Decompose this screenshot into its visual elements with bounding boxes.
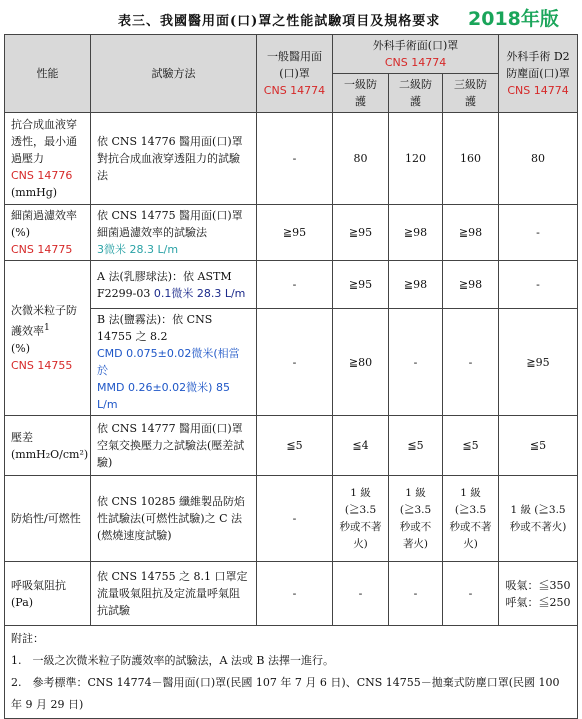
method-cell: 依 CNS 14775 醫用面(口)罩細菌過濾效率的試驗法 3微米 28.3 L/m: [91, 205, 257, 261]
property-cell: 細菌過濾效率 (%) CNS 14775: [5, 205, 91, 261]
table-row-resistance: [5, 562, 578, 626]
value-d2: ≦5: [499, 416, 578, 476]
value-level1: ≧95: [333, 261, 389, 309]
pfe-b-flow-annotation: 85 L/m: [97, 381, 230, 411]
method-cell: 依 CNS 14755 之 8.1 口罩定流量吸氣阻抗及定流量呼氣阻抗試驗: [91, 562, 257, 626]
header-level3: 三級防護: [443, 74, 499, 113]
value-d2: -: [499, 261, 578, 309]
value-level3: -: [443, 562, 499, 626]
value-level2: ≧98: [389, 261, 443, 309]
blood-standard-annotation: CNS 14776: [11, 169, 73, 182]
method-cell: 依 CNS 14777 醫用面(口)罩空氣交換壓力之試驗法(壓差試驗): [91, 416, 257, 476]
value-d2: 吸氣：≦350 呼氣：≦250: [499, 562, 578, 626]
value-level2: 1 級 (≧3.5 秒或不著火): [389, 476, 443, 562]
method-cell: B 法(鹽霧法)：依 CNS 14755 之 8.2 CMD 0.075±0.02微米(相當於 MMD 0.26±0.02微米) 85 L/m: [91, 309, 257, 416]
value-general: ≧95: [257, 205, 333, 261]
spec-table: [4, 34, 578, 719]
general-standard-annotation: CNS 14774: [263, 84, 326, 97]
surgical-standard-annotation: CNS 14774: [384, 56, 447, 69]
value-general: ≦5: [257, 416, 333, 476]
value-level1: ≧80: [333, 309, 389, 416]
pfe-b-cmd-annotation: CMD 0.075±0.02微米(相當於: [97, 347, 240, 377]
value-level2: ≦5: [389, 416, 443, 476]
bfe-flow-annotation: 28.3 L/m: [129, 243, 179, 256]
note-1: 1. 一級之次微米粒子防護效率的試驗法，A 法或 B 法擇一進行。: [11, 654, 335, 667]
method-cell: 依 CNS 10285 纖維製品防焰性試驗法(可燃性試驗)之 C 法(燃燒速度試驗): [91, 476, 257, 562]
method-cell: 依 CNS 14776 醫用面(口)罩對抗合成血液穿透阻力的試驗法: [91, 113, 257, 205]
header-property: 性能: [5, 35, 91, 113]
value-level3: 1 級 (≧3.5 秒或不著火): [443, 476, 499, 562]
header-general: 一般醫用面(口)罩 CNS 14774: [257, 35, 333, 113]
notes-heading: 附註：: [11, 632, 44, 645]
table-row-pfe-a: [5, 261, 578, 309]
value-level2: -: [389, 562, 443, 626]
value-d2: -: [499, 205, 578, 261]
header-surgical: 外科手術面(口)罩 CNS 14774: [333, 35, 499, 74]
table-row-pfe-b: [5, 309, 578, 416]
value-d2: ≧95: [499, 309, 578, 416]
value-level3: ≧98: [443, 205, 499, 261]
header-d2: 外科手術 D2 防塵面(口)罩 CNS 14774: [499, 35, 578, 113]
table-row-flame: [5, 476, 578, 562]
notes-row: [5, 626, 578, 719]
pfe-standard-annotation: CNS 14755: [11, 358, 73, 372]
value-level1: -: [333, 562, 389, 626]
property-cell: 呼吸氣阻抗 (Pa): [5, 562, 91, 626]
pfe-a-flow-annotation: 28.3 L/m: [196, 286, 246, 300]
table-row-bfe: [5, 205, 578, 261]
property-cell: 壓差 (mmH₂O/cm²): [5, 416, 91, 476]
value-level2: -: [389, 309, 443, 416]
value-general: -: [257, 476, 333, 562]
note-2: 2. 參考標準：CNS 14774－醫用面(口)罩(民國 107 年 7 月 6 日)、CNS 14755－拋棄式防塵口罩(民國 100 年 9 月 29 日): [11, 676, 560, 711]
value-level1: 1 級 (≧3.5 秒或不著火): [333, 476, 389, 562]
header-row: [5, 35, 578, 74]
value-level3: 160: [443, 113, 499, 205]
value-d2: 1 級 (≧3.5 秒或不著火): [499, 476, 578, 562]
value-level1: ≦4: [333, 416, 389, 476]
year-annotation: 2018年版: [468, 8, 559, 30]
value-general: -: [257, 261, 333, 309]
value-level2: 120: [389, 113, 443, 205]
value-general: -: [257, 113, 333, 205]
notes-cell: [5, 626, 578, 719]
value-level1: ≧95: [333, 205, 389, 261]
table-caption: [0, 4, 582, 32]
header-method: 試驗方法: [91, 35, 257, 113]
bfe-standard-annotation: CNS 14775: [11, 243, 73, 256]
value-level2: ≧98: [389, 205, 443, 261]
value-level1: 80: [333, 113, 389, 205]
bfe-size-annotation: 3微米: [97, 243, 126, 256]
table-row-pressure: [5, 416, 578, 476]
value-d2: 80: [499, 113, 578, 205]
table-title: 表三、我國醫用面(口)罩之性能試驗項目及規格要求: [118, 14, 441, 29]
property-cell: 防焰性/可燃性: [5, 476, 91, 562]
pfe-b-mmd-annotation: MMD 0.26±0.02微米): [97, 381, 213, 394]
method-cell: A 法(乳膠球法)：依 ASTM F2299-03 0.1微米 28.3 L/m: [91, 261, 257, 309]
value-general: -: [257, 562, 333, 626]
property-cell: 抗合成血液穿透性，最小通過壓力 CNS 14776 (mmHg): [5, 113, 91, 205]
value-level3: ≦5: [443, 416, 499, 476]
value-level3: ≧98: [443, 261, 499, 309]
pfe-a-size-annotation: 0.1微米: [153, 286, 194, 300]
header-level1: 一級防護: [333, 74, 389, 113]
value-level3: -: [443, 309, 499, 416]
d2-standard-annotation: CNS 14774: [507, 84, 569, 97]
value-general: -: [257, 309, 333, 416]
property-cell: 次微米粒子防護效率$^1$ (%) CNS 14755: [5, 261, 91, 416]
table-row-blood: [5, 113, 578, 205]
header-level2: 二級防護: [389, 74, 443, 113]
